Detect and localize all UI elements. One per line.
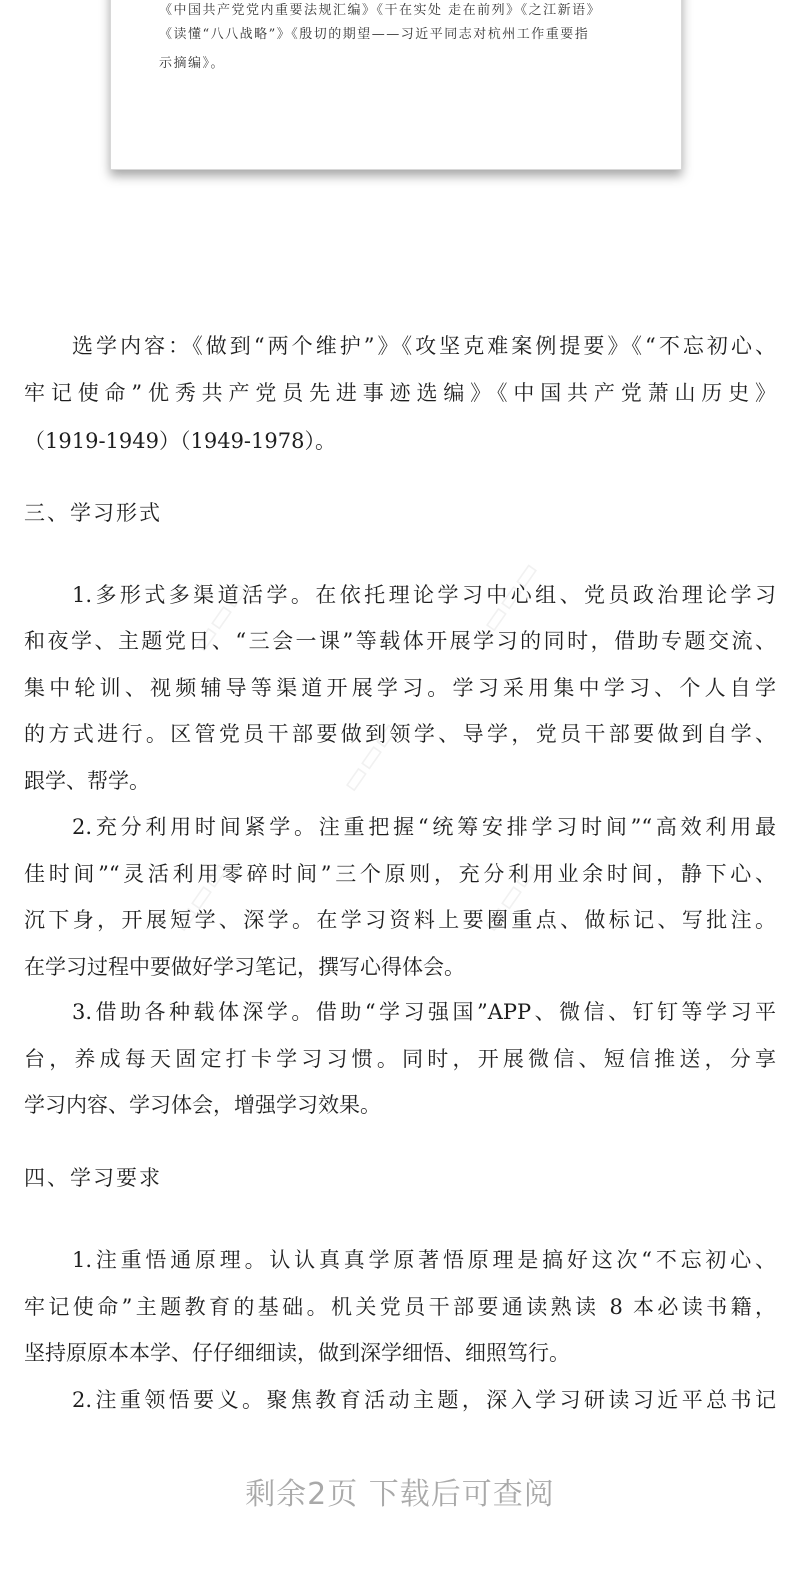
text-line: 选学内容：《做到“两个维护”》《攻坚克难案例提要》《“不忘初心、 (72, 334, 776, 358)
text-line: 2.注重领悟要义。聚焦教育活动主题，深入学习研读习近平总书记 (72, 1388, 776, 1412)
text-line: 学习内容、学习体会，增强学习效果。 (24, 1093, 381, 1117)
watermark: ▭▭▭ (473, 854, 546, 939)
text-line: （1919-1949）（1949-1978）。 (24, 429, 336, 453)
watermark: ▭▭▭ (333, 714, 406, 799)
text-line: 台，养成每天固定打卡学习习惯。同时，开展微信、短信推送，分享 (24, 1047, 776, 1071)
card-line: 示摘编》。 (159, 56, 226, 71)
text-line: 1.注重悟通原理。认认真真学原著悟原理是搞好这次“不忘初心、 (72, 1248, 776, 1272)
text-line: 和夜学、主题党日、“三会一课”等载体开展学习的同时，借助专题交流、 (24, 629, 776, 653)
text-line: 跟学、帮学。 (24, 769, 150, 793)
watermark: ▭▭▭ (183, 574, 256, 659)
download-prompt[interactable]: 剩余2页 下载后可查阅 (245, 1477, 555, 1512)
watermark: ▭▭▭ (163, 854, 236, 939)
section-heading: 四、学习要求 (24, 1166, 162, 1190)
text-line: 1.多形式多渠道活学。在依托理论学习中心组、党员政治理论学习 (72, 583, 776, 607)
text-line: 在学习过程中要做好学习笔记，撰写心得体会。 (24, 955, 465, 979)
watermark: ▭▭▭ (473, 554, 546, 639)
card-line: 《中国共产党党内重要法规汇编》《干在实处 走在前列》《之江新语》 (159, 3, 602, 18)
text-line: 牢记使命”主题教育的基础。机关党员干部要通读熟读 8 本必读书籍， (24, 1295, 776, 1319)
text-line: 佳时间”“灵活利用零碎时间”三个原则，充分利用业余时间，静下心、 (24, 862, 776, 886)
text-line: 的方式进行。区管党员干部要做到领学、导学，党员干部要做到自学、 (24, 722, 776, 746)
section-heading: 三、学习形式 (24, 501, 162, 525)
card-line: 《读懂“八八战略”》《殷切的期望——习近平同志对杭州工作重要指 (159, 27, 590, 42)
text-line: 2.充分利用时间紧学。注重把握“统筹安排学习时间”“高效利用最 (72, 815, 776, 839)
text-line: 集中轮训、视频辅导等渠道开展学习。学习采用集中学习、个人自学 (24, 676, 776, 700)
text-line: 沉下身，开展短学、深学。在学习资料上要圈重点、做标记、写批注。 (24, 908, 776, 932)
text-line: 3.借助各种载体深学。借助“学习强国”APP、微信、钉钉等学习平 (72, 1000, 776, 1024)
document-preview-card (110, 0, 682, 170)
text-line: 牢记使命”优秀共产党员先进事迹选编》《中国共产党萧山历史》 (24, 381, 776, 405)
text-line: 坚持原原本本学、仔仔细细读，做到深学细悟、细照笃行。 (24, 1341, 570, 1365)
